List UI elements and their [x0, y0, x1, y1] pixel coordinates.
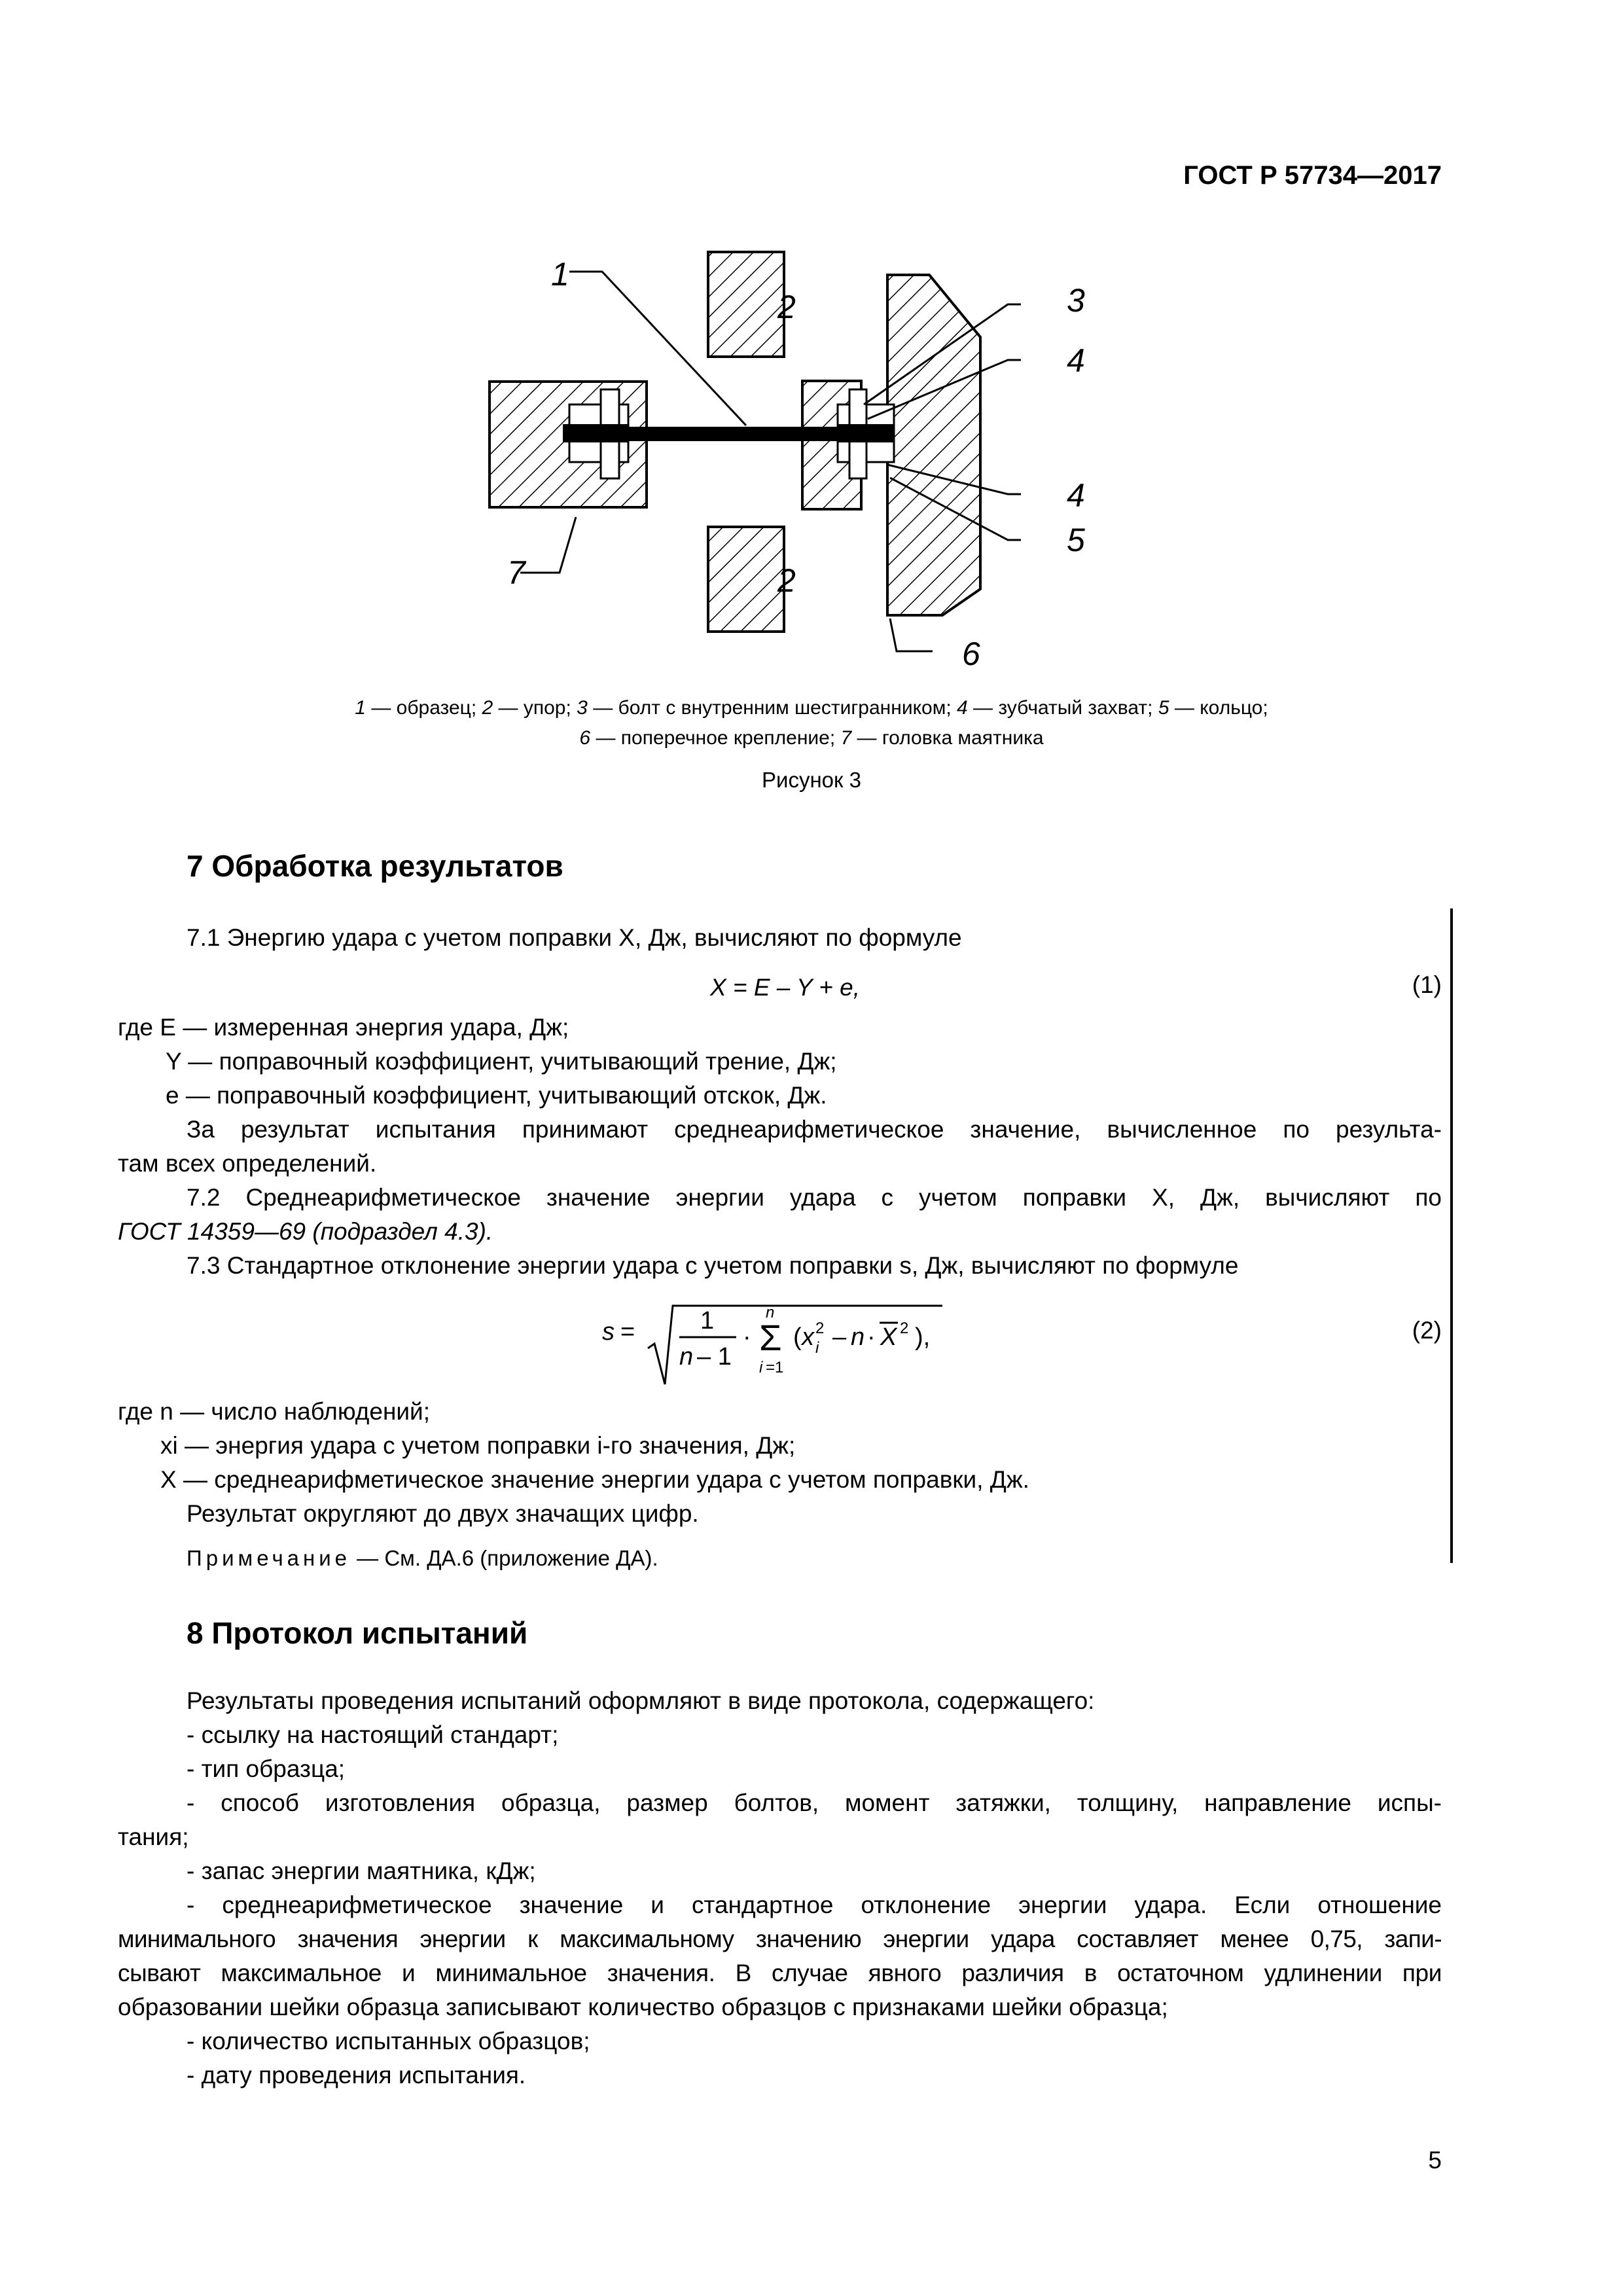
where2-line-2: xi — энергия удара с учетом поправки i-го значения, Дж;: [160, 1432, 796, 1459]
result-line-1: За результат испытания принимают среднеарифметическое значение, вычисленное по результа-: [187, 1116, 1442, 1143]
protocol-item-3: - способ изготовления образца, размер болтов, момент затяжки, толщину, направление испы-: [187, 1789, 1442, 1816]
para-7-2-ref: ГОСТ 14359—69 (подраздел 4.3).: [118, 1218, 493, 1245]
svg-text:s: s: [602, 1318, 615, 1346]
legend-text-3: — болт с внутренним шестигранником;: [587, 697, 957, 719]
svg-text:n: n: [679, 1343, 694, 1371]
figure-label-6: 6: [962, 636, 980, 672]
cross-fixture-block: [802, 275, 980, 615]
legend-num-3: 3: [577, 697, 588, 719]
svg-text:),: ),: [915, 1323, 931, 1351]
svg-text:–: –: [832, 1323, 847, 1351]
stop-bottom: [708, 527, 784, 632]
formula-1-number: (1): [1412, 971, 1442, 998]
change-bar: [1450, 908, 1453, 1563]
legend-num-2: 2: [482, 697, 493, 719]
figure-label-7: 7: [507, 554, 526, 591]
legend-text-4: — зубчатый захват;: [967, 697, 1158, 719]
para-7-1-text: 7.1 Энергию удара с учетом поправки X, Дж, вычисляют по формуле: [187, 924, 962, 951]
result-line-2: там всех определений.: [118, 1150, 377, 1177]
legend-text-6: — поперечное крепление;: [590, 727, 841, 749]
legend-text-1: — образец;: [365, 697, 482, 719]
svg-text:(: (: [793, 1323, 802, 1351]
figure-label-4-top: 4: [1067, 342, 1085, 379]
svg-text:i: i: [759, 1359, 763, 1376]
figure-label-2-bottom: 2: [777, 562, 796, 599]
legend-num-7: 7: [840, 727, 852, 749]
standard-header: ГОСТ Р 57734—2017: [1183, 161, 1442, 190]
where2-line-3: X — среднеарифметическое значение энергии удара с учетом поправки, Дж.: [160, 1466, 1029, 1493]
formula-2-number: (2): [1412, 1317, 1442, 1344]
protocol-item-7: - дату проведения испытания.: [187, 2062, 526, 2089]
svg-text:i: i: [815, 1339, 819, 1357]
where1-line-1: где E — измеренная энергия удара, Дж;: [118, 1014, 569, 1041]
protocol-item-5-cont-3: образовании шейки образца записывают количество образцов с признаками шейки образца;: [118, 1994, 1168, 2020]
where2-line-1: где n — число наблюдений;: [118, 1398, 431, 1425]
svg-text:·: ·: [867, 1323, 876, 1351]
figure-label-5: 5: [1067, 522, 1085, 558]
protocol-item-1: - ссылку на настоящий стандарт;: [187, 1721, 559, 1748]
note-label: Примечание: [187, 1546, 351, 1570]
section-7-heading: 7 Обработка результатов: [187, 849, 563, 883]
where1-line-3: e — поправочный коэффициент, учитывающий отскок, Дж.: [166, 1082, 827, 1109]
protocol-item-6: - количество испытанных образцов;: [187, 2028, 590, 2054]
protocol-item-4: - запас энергии маятника, кДж;: [187, 1857, 536, 1884]
para-7-1: [187, 922, 962, 954]
svg-text:=1: =1: [766, 1359, 784, 1376]
figure-label-3: 3: [1067, 282, 1085, 319]
legend-num-5: 5: [1158, 697, 1169, 719]
note: [187, 1542, 658, 1575]
protocol-item-5-cont-2: сывают максимальное и минимальное значения. В случае явного различия в остаточном удлинении при: [118, 1960, 1442, 1986]
legend-num-6: 6: [579, 727, 591, 749]
formula-1: [710, 971, 860, 1004]
pendulum-head-block: [490, 382, 647, 507]
legend-num-1: 1: [355, 697, 366, 719]
figure-label-4-bottom: 4: [1067, 477, 1085, 514]
svg-text:x: x: [802, 1323, 814, 1351]
para-7-2-line-2: [118, 1215, 493, 1248]
svg-text:1: 1: [700, 1307, 715, 1335]
legend-text-5: — кольцо;: [1169, 697, 1268, 719]
svg-text:n: n: [766, 1304, 775, 1321]
formula-2-math: [602, 1293, 955, 1391]
figure-3-drawing: [471, 249, 1021, 694]
svg-text:=: =: [620, 1318, 635, 1346]
protocol-item-5-cont-1: минимального значения энергии к максимальному значению энергии удара составляет менее 0,75, запи-: [118, 1926, 1442, 1952]
formula-1-text: X = E – Y + e,: [710, 974, 861, 1001]
svg-text:– 1: – 1: [697, 1343, 732, 1371]
where1-line-2: Y — поправочный коэффициент, учитывающий трение, Дж;: [166, 1048, 837, 1075]
stop-top: [708, 252, 784, 357]
svg-text:n: n: [851, 1323, 865, 1351]
figure-legend-line-2: [183, 724, 1440, 753]
note-text: — См. ДА.6 (приложение ДА).: [351, 1546, 658, 1570]
para-7-3: 7.3 Стандартное отклонение энергии удара с учетом поправки s, Дж, вычисляют по формуле: [187, 1252, 1239, 1279]
figure-title: Рисунок 3: [762, 768, 861, 792]
para-7-2-line-1: 7.2 Среднеарифметическое значение энергии удара с учетом поправки X, Дж, вычисляют по: [187, 1184, 1442, 1211]
svg-text:Σ: Σ: [759, 1317, 782, 1358]
svg-text:2: 2: [815, 1319, 825, 1337]
protocol-item-3-cont: тания;: [118, 1823, 189, 1850]
figure-label-2-top: 2: [777, 289, 796, 325]
figure-label-1: 1: [551, 256, 569, 293]
legend-text-7: — головка маятника: [851, 727, 1044, 749]
svg-text:2: 2: [900, 1319, 909, 1337]
rounding-note: Результат округляют до двух значащих цифр.: [187, 1500, 699, 1527]
section-8-heading: 8 Протокол испытаний: [187, 1616, 528, 1650]
figure-legend-line-1: [183, 694, 1440, 723]
svg-text:·: ·: [743, 1323, 751, 1351]
legend-num-4: 4: [957, 697, 968, 719]
svg-text:X: X: [880, 1323, 897, 1351]
page-number: 5: [1428, 2147, 1442, 2174]
protocol-intro: Результаты проведения испытаний оформляют в виде протокола, содержащего:: [187, 1687, 1095, 1714]
legend-text-2: — упор;: [493, 697, 577, 719]
protocol-item-5: - среднеарифметическое значение и стандартное отклонение энергии удара. Если отношение: [187, 1892, 1442, 1918]
protocol-item-2: - тип образца;: [187, 1755, 346, 1782]
